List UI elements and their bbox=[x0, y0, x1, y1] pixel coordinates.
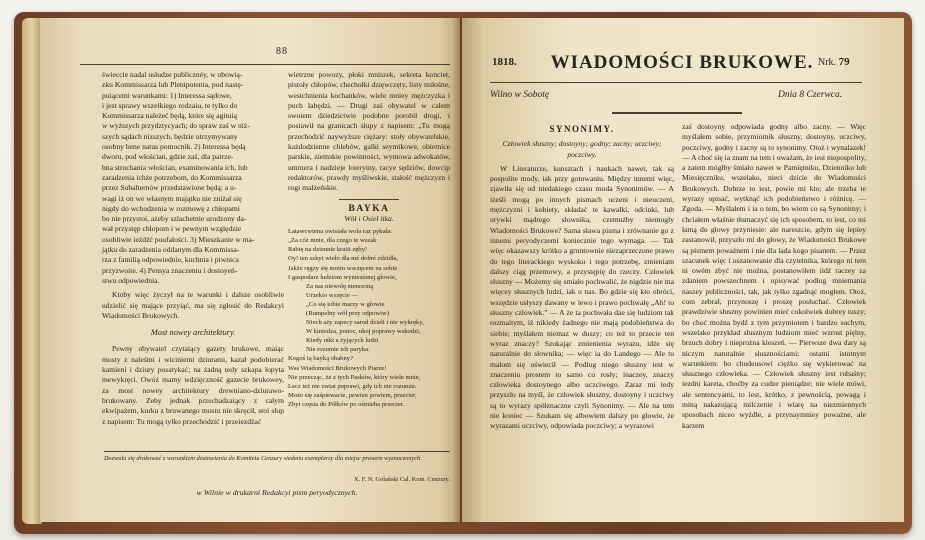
year: 1818. bbox=[492, 56, 517, 68]
paragraph: W Literaturze, kunsztach i naukach nawet, tak są pospolite mody, iak przy gotowaniu. Między innemi więc, zjawiła się od niedakiego czasu moda Synonimów. — A iżeśli mogą po innych pismach uczeni i nieuczeni, mężczyzni i kobiety, składać te kawałki, odcinki, lub urywki mądrego słownika, czemużby niemogły Wiadomości Brukowe? Sama sława pisma i zrównanie go z innemi peryodyczemi koniecznie tego wymaga. — Tak więc okazawszy krótko a gruntownie niezaprzeczone prawo do tego literackiego wyskoku i tego potrzebę, zmieniam dalszy ciąg przemowy, a przystępię do rzeczy. Człowiek słuszny — Możemy się smiało pochwalić, że nigdzie nie ma więcey słusznych ludzi, iak u nas. Bo gdzie się kto obróci, wszędzie usłyszy dawany w lewo i prawo pochwałę „Ah! to słuszny człowiek.” — A że ta pochwała dae się ludziom tak rozmaitym, iż nikiedy żadnego nie mają podobieństwa do siebie; myślałem niemaz w duszy; co też to przecie ten wyraz znaczy? Szukając zmienienia wyrazu, idźe się naturalnie do słownika; — więc ia do Landego — Ale tu małom się oświecił — Podług niego słuszny iest w znaczeniu prostem to samo co rosły; inaczey, znaczy człowieka dostoynego albo uczciwego. Zaraz mi tedy przyszło na myśl, że człowiek słuszny, dostoyny i uczciwy są to wyrazy spółznaczne czyli Synonimy. — Ale na tem nie koniec — Szukam się albowiem dalszy po głowie, że wyrazami uczciwy, odpowiada poczciwy; a wyrazowi bbox=[490, 163, 674, 431]
right-page bbox=[462, 18, 904, 522]
fable-verse bbox=[288, 227, 450, 409]
text-line: dworu, pod włościan, gdzie zaś, dla patrze- bbox=[102, 152, 234, 162]
fable-title: BAYKA bbox=[348, 203, 390, 214]
verse-line: „Co się tobie marzy w głowie bbox=[306, 300, 385, 308]
paragraph: zaś dostoyny odpowiada godny albo zacny. — Więc myślałem sobie, przymiotnik słuszny, dostoyny, uczciwy, poczciwy, godny i zacny są to synonimy. Otoż i wynalazek! — A choć się ia znam na tem i uważam, że iest niepospolity, a zatem mógłby śmiało nawet w Pamiętniku, Dzienniku lub Miesięczniku, wszelako, nieci dzicie do Wiadomości Brukowych. Dobrze to iest, powie mi kto; ale trzeba te wyrazy opisać, wytknąć ich podobieństwo i różnicę. — Zgoda. — Myślałem i ia o tem, bo wiem co są Synonimy; i chciałem właśnie tłumaczyć się ich sposobem, to iest, co mi łamą do głowy przyniesie: ale nareszcie, gdym się lepiey zastanowił, przyszło mi do głowy, że Wiadomości Brukowe są pismem poważnem i nie dla lada kogo pisanem. — Przez szacunek więc i uszanowanie dla czytelnika, którego ni tem ni owém zbyć nie można, postanowiłem iidź raczey za zdaniem powszechnem i opisywać podług mniemania naszey publiczności, tak, jak tylko zgadnąć mogłem. Otoż, com zebrał, przynoszę i proszę posłuchać. Człowiek prawdziwie słuszny powinien mieć cokolwiek dobrey tuszy; bo choć można bydź z tym przymiotem i bardzo suchym, wszelako przykład słusznym ludziom mieć wzrost pięlny, brzuch dobry i nieprożna kieszeń. — Pierwsze dwa dary są niczym naturalnie słusznościami; ostatni istotnym warunkiem: bo chudeusowi ciężko się wykierować na słusznego człowieka. — Człowiek słuszny iest rubaśny; iezdni kareta, choćby za cudze pieniądze; nie wiele mówi, ale sentencyami, to iest, krótko, z pewnością, powagą i miną nakazującą milczenie i wiarę na niezmiennych sposobach niceo wyżdłe, a przynaymniey poważne, ale karzem bbox=[682, 122, 866, 430]
text-line: przyzwoite. 4) Pensya znaczeniu i dostoyeń- bbox=[102, 265, 238, 275]
header-rule bbox=[80, 64, 450, 65]
text-block bbox=[102, 70, 284, 286]
text-line: Kommissarza należeć będą, które się agituią bbox=[102, 111, 237, 121]
left-column-2 bbox=[288, 70, 450, 409]
section-heading: SYNONIMY. bbox=[549, 124, 615, 134]
verse-line: Was Wiadomości Brukowych Piarze! bbox=[288, 364, 387, 372]
synonym-lead: Człowiek słuszny; dostoyny; godny; zacny; uczciwy; poczciwy. bbox=[502, 139, 662, 159]
text-line: jątku do zaradzenia oddanym dla Kommissa- bbox=[102, 245, 240, 255]
text-line: puiącemi warunkami: 1) Interessa sądowe, bbox=[102, 90, 232, 100]
verse-line: Niech aży zapecy sarod dzieli i nie wykręky, bbox=[306, 319, 424, 327]
verse-line: Kiedy nikt a żyjących ludzi bbox=[306, 337, 379, 345]
printer-line: w Wilnie w drukarni Redakcyi pism peryodycznych. bbox=[196, 488, 358, 497]
censor-signature: X. F. N. Golański Cal. Kom. Cenzury. bbox=[354, 476, 450, 483]
text-line: stwu odpowiednia. bbox=[102, 275, 160, 285]
page-edges bbox=[22, 18, 42, 524]
verse-line: Kogoś tą bayką obabny? bbox=[288, 355, 354, 363]
divider bbox=[339, 199, 399, 200]
text-line: rza z familią odpowiednie, kuchnia i piwnica bbox=[102, 255, 239, 265]
text-line: w wyższych przydztycyach; do spraw zaś w niż- bbox=[102, 121, 250, 131]
verse-line: Może się zaśpiewacie, pewien powiem, przecier, bbox=[288, 391, 417, 399]
text-line: przez Subalternów przedstawione będą; a u- bbox=[102, 183, 237, 193]
verse-line: I gaspodarz ludziom wyniesionej głowie, bbox=[288, 273, 397, 281]
text-line: szych sądach nizszych, będzie utrzymywany bbox=[102, 131, 238, 141]
verse-line: Latawcwiena owisiała wola raz pykała: bbox=[288, 228, 392, 236]
verse-line: W kiniedza, ponoc, ukoj poprawy wskodzi, bbox=[306, 328, 421, 336]
right-column-1 bbox=[490, 124, 674, 432]
verse-line: Nie rozumie ich paryka. bbox=[306, 346, 370, 354]
date-line: Dnia 8 Czerwca. bbox=[778, 90, 843, 100]
left-page bbox=[40, 18, 460, 522]
issue-label: Nrk. bbox=[818, 57, 837, 68]
text-line: bo nie przystoi, ażeby szlachetnie urodzony da- bbox=[102, 214, 247, 224]
verse-line: Urzekio wszęcie — bbox=[306, 291, 358, 299]
text-line: wagi iż on we własnym majątku nie zniżał się bbox=[102, 193, 242, 203]
text-line: zaradzenia ichże potrzebom, do Kommissarza bbox=[102, 172, 242, 182]
text-line: nigdy do wchodzenia w rozmowę z chłopami bbox=[102, 203, 240, 213]
text-line: zku Kommissarza lub Plenipotenta, pod nastę- bbox=[102, 80, 244, 90]
place-line: Wilno w Sobotę bbox=[490, 90, 550, 100]
issue-value: 79 bbox=[838, 56, 850, 68]
text-line: bna strochania włościan, examinowania ich, lub bbox=[102, 162, 248, 172]
verse-line: Za nas niewolę nienociną bbox=[306, 282, 374, 290]
left-column-1 bbox=[102, 70, 284, 427]
ornament-rule bbox=[612, 112, 742, 114]
issue-number bbox=[818, 56, 850, 68]
section-heading: Most nowey architektury. bbox=[150, 328, 236, 338]
verse-line: Zbyt częsta do Pólków po ośmieha przecier. bbox=[288, 400, 405, 408]
paragraph: Pewny obywatel czytaiący gazety brukowe, maiąc mosty z naleśmi i wiciniemi dziurami, kazał podobierać kamieni i dziury posatykać; na żadną tedy szkapa łopyta mewykręci. Owóż mamy wdzięczność gazecie brukowey, za most nowey architektury drewniano-dziurawo-brukowany. Zeby jednak przechadzaiący z całym ekwipażem, kurku z bruwanego mostu nie skręcił, stoi słup z napisem: Tu mogą tylko przechodzić i przeiezdźać bbox=[102, 344, 284, 426]
verse-line: Nie przecząc, że z tych Pasków, który wiele mnie, bbox=[288, 373, 421, 381]
text-line: i jest sprawy wszelkiego rodzaiu, te tylko do bbox=[102, 100, 238, 110]
verse-line: Lecz też nie zwiat poprawi, gdy ich nie rozumie. bbox=[288, 382, 417, 390]
verse-line: Oy! ten szkyt wieło dla mé dobré zdzidła, bbox=[288, 255, 399, 263]
page-number: 88 bbox=[276, 46, 288, 57]
text-line: osobliwie ieźdźć poufałości. 3) Mieszkanie w ma- bbox=[102, 234, 255, 244]
verse-line: Rabię na dziennie kraiii zęby! bbox=[288, 246, 368, 254]
masthead-rule bbox=[490, 82, 862, 83]
text-line: wał przystęp chłopom i w pewnym względzie bbox=[102, 224, 242, 234]
fable-subtitle: Wół i Osieł itka. bbox=[344, 213, 394, 223]
verse-line: „Za cóż mnie, dla czego te wszak bbox=[288, 237, 377, 245]
verse-line: Jakże ręgzy się moim wsczęcem na sobie bbox=[288, 264, 398, 272]
newspaper-title: WIADOMOŚCI BRUKOWE. bbox=[550, 52, 814, 73]
verse-line: (Rumpelny wół przy odpowiw) bbox=[306, 310, 389, 317]
paragraph: wietrzne powozy, płoki mniszek, sekreta konciet, pistoły chłopów, chechołki dzięwczęty, listy miłośne, westchnienia kochanków, wiele mniey mężczyzka i puch łabędzi. — Drugi zaś obywatel w całem swoiem dziedzictwie podobne porobił drogi, i postawił na granicach słupy z napisem: „Tu mogą przechodzić naywyższe ciężary: stoły obywatelskie, każdodzienne chlebów, galki seymikowe, obietnice parskie, ziemskie powinności, wymowa adwokatów, ummera i nadzieje loteryiny, racye sędziów, dowcip redaktorów, prawdy myśliwskie, stałość mężczyzn i rogi małżeńskie. bbox=[288, 70, 450, 193]
text-line: świeccie nadal usłudze publicznéy, w obowią- bbox=[102, 70, 243, 79]
censorship-notice: Dozwala się drukować z warunkiem dostawienia do Komitetu Cenzury siedmiu exemplarzy dla miejsc prawem wyznaczonych. bbox=[104, 455, 422, 462]
text-line: osobny bene natus pomocnik. 2) Interessa będą bbox=[102, 142, 246, 152]
right-column-2 bbox=[682, 122, 866, 431]
footer-rule bbox=[104, 451, 450, 452]
paragraph: Ktoby więc życzył na te warunki i dalsze osobliwie udzielić się mające przyiąć, ma się zgłosić do Redakcyi Wiadomości Brukowych. bbox=[102, 290, 284, 320]
